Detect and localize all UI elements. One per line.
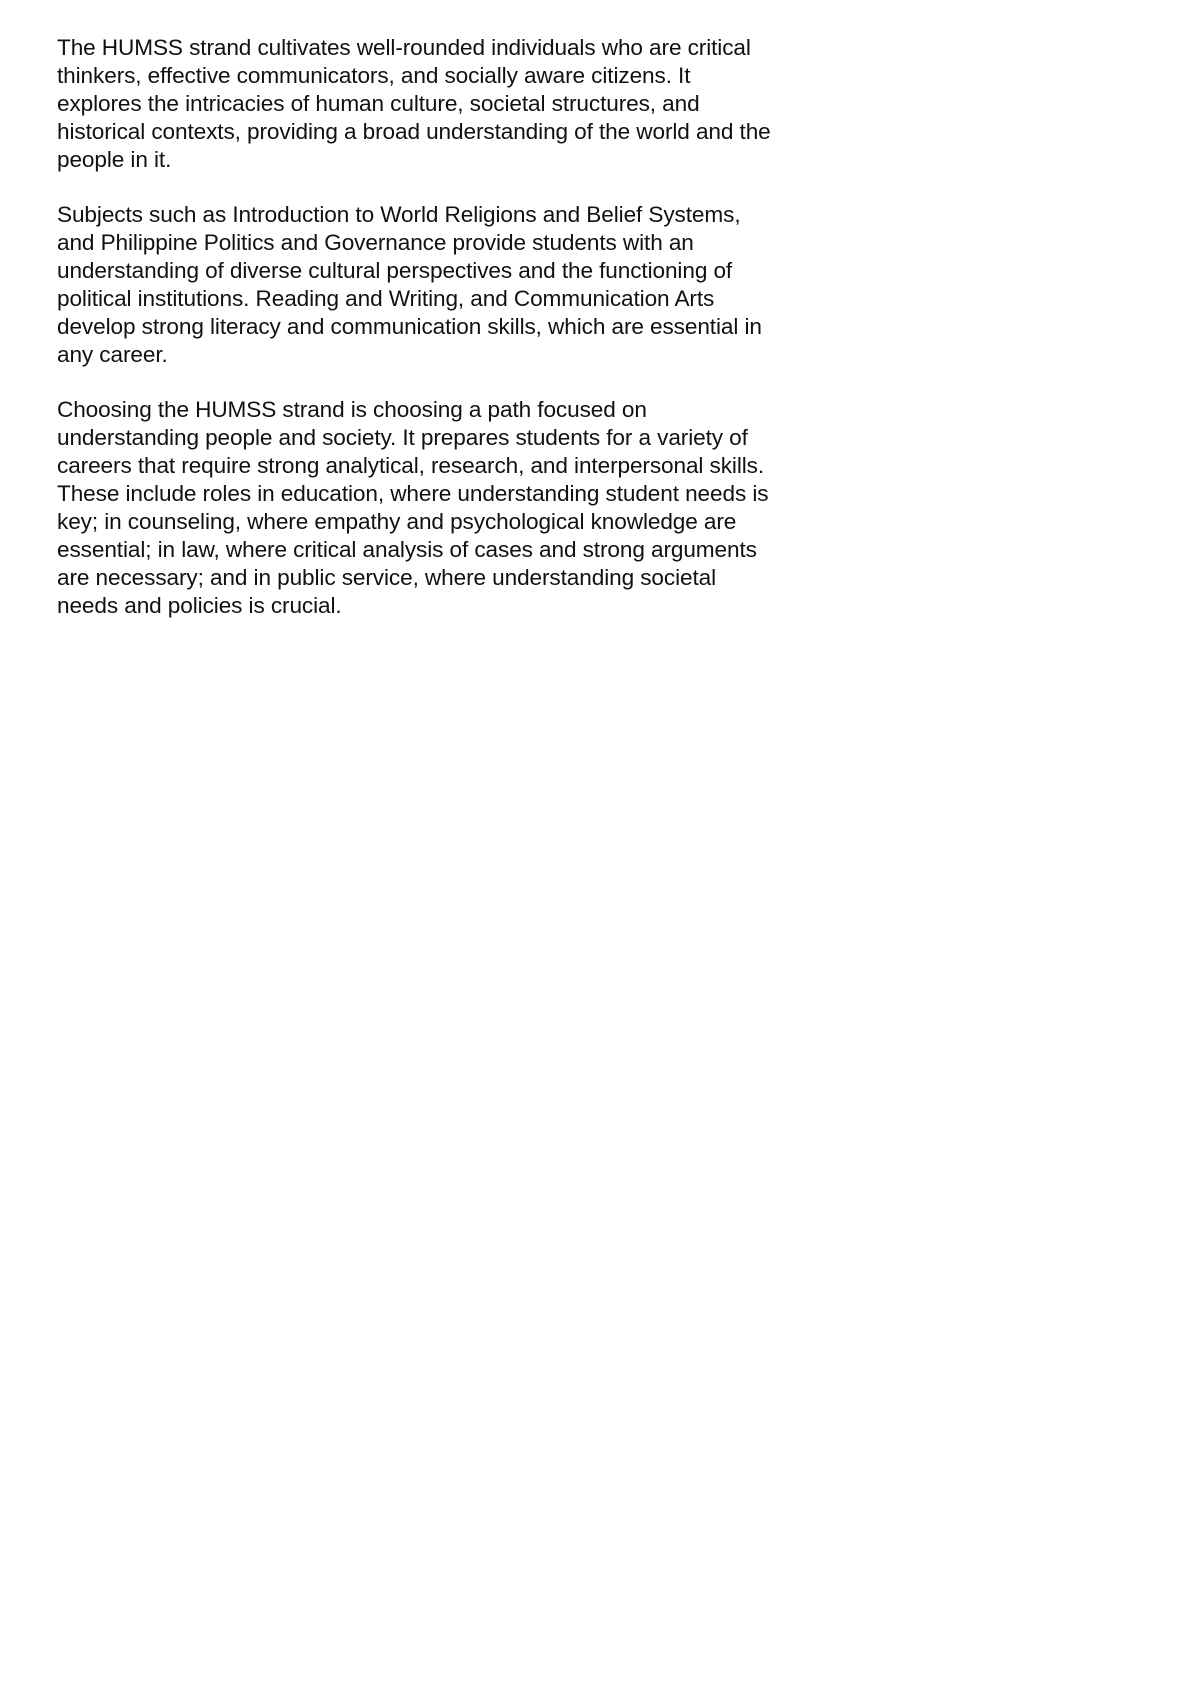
text-line: needs and policies is crucial. <box>57 593 342 618</box>
text-line: explores the intricacies of human culture, societal structures, and <box>57 91 700 116</box>
text-line: develop strong literacy and communication skills, which are essential in <box>57 314 762 339</box>
text-line: The HUMSS strand cultivates well-rounded individuals who are critical <box>57 35 751 60</box>
text-line: thinkers, effective communicators, and socially aware citizens. It <box>57 63 691 88</box>
paragraph-intro <box>57 34 847 174</box>
text-line: and Philippine Politics and Governance provide students with an <box>57 230 694 255</box>
text-line: Subjects such as Introduction to World Religions and Belief Systems, <box>57 202 741 227</box>
text-line: essential; in law, where critical analysis of cases and strong arguments <box>57 537 757 562</box>
text-line: understanding of diverse cultural perspectives and the functioning of <box>57 258 733 283</box>
text-line: people in it. <box>57 147 172 172</box>
text-line: understanding people and society. It prepares students for a variety of <box>57 425 748 450</box>
document-body <box>57 34 847 647</box>
text-line: are necessary; and in public service, where understanding societal <box>57 565 717 590</box>
text-line: Choosing the HUMSS strand is choosing a path focused on <box>57 397 647 422</box>
paragraph-careers <box>57 396 847 620</box>
text-line: careers that require strong analytical, research, and interpersonal skills. <box>57 453 765 478</box>
text-line: political institutions. Reading and Writing, and Communication Arts <box>57 286 715 311</box>
paragraph-subjects <box>57 201 847 369</box>
text-line: key; in counseling, where empathy and psychological knowledge are <box>57 509 737 534</box>
text-line: historical contexts, providing a broad understanding of the world and the <box>57 119 771 144</box>
text-line: any career. <box>57 342 168 367</box>
text-line: These include roles in education, where understanding student needs is <box>57 481 769 506</box>
